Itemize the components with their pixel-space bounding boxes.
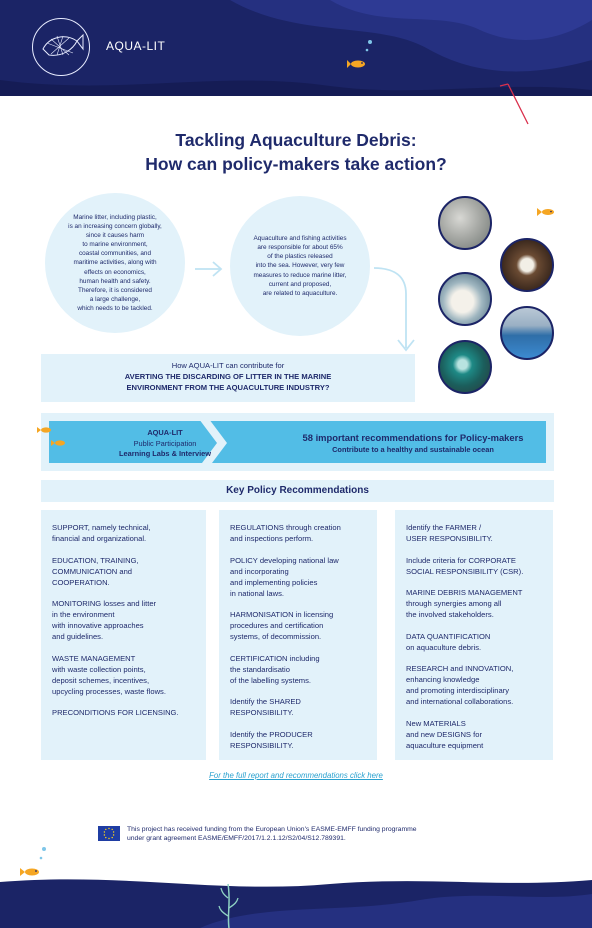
policy-line: Identify the FARMER / bbox=[406, 523, 482, 532]
policy-item bbox=[230, 696, 366, 718]
policy-line: in the environment bbox=[52, 610, 115, 619]
policy-line: and international collaborations. bbox=[406, 697, 514, 706]
bubble-line: are responsible for about 65% bbox=[257, 244, 343, 252]
policy-line: and new DESIGNS for bbox=[406, 729, 482, 739]
brand-name: AQUA-LIT bbox=[106, 39, 166, 53]
policy-column-1 bbox=[41, 510, 206, 760]
policy-line: POLICY developing national law bbox=[230, 555, 339, 565]
participation-title: AQUA-LIT bbox=[147, 428, 183, 437]
bubble-line: Aquaculture and fishing activities bbox=[253, 235, 347, 243]
marine-litter-bubble bbox=[45, 193, 185, 333]
policy-line: and implementing policies bbox=[230, 577, 318, 587]
fish-icon bbox=[346, 38, 378, 72]
fish-icon bbox=[536, 206, 556, 218]
policy-item bbox=[52, 653, 195, 697]
policy-item bbox=[230, 729, 366, 751]
policy-item bbox=[230, 653, 366, 686]
footer-banner bbox=[0, 872, 592, 928]
policy-line: with waste collection points, bbox=[52, 664, 146, 674]
litter-photo-3 bbox=[438, 272, 492, 326]
fish-net-logo-icon bbox=[32, 18, 90, 76]
funding-line: This project has received funding from the European Union's EASME-EMFF funding programme bbox=[127, 826, 417, 833]
page-title: Tackling Aquaculture Debris: bbox=[175, 130, 417, 150]
bubble-line: measures to reduce marine litter, bbox=[253, 271, 347, 279]
policy-line: deposit schemes, incentives, bbox=[52, 675, 150, 685]
recommendations-band bbox=[41, 413, 554, 471]
page-subtitle: How can policy-makers take action? bbox=[145, 154, 447, 174]
policy-line: RESPONSIBILITY. bbox=[230, 708, 294, 717]
curved-arrow-down-icon bbox=[372, 264, 418, 354]
participation-block bbox=[95, 428, 235, 460]
policy-line: aquaculture equipment bbox=[406, 740, 484, 750]
policy-line: REGULATIONS through creation bbox=[230, 523, 341, 532]
contribute-question: How AQUA-LIT can contribute for bbox=[171, 361, 285, 370]
policy-line: enhancing knowledge bbox=[406, 675, 480, 684]
bubble-line: into the sea. However, very few bbox=[255, 262, 345, 270]
policy-line: COOPERATION. bbox=[52, 577, 110, 587]
policy-line: the involved stakeholders. bbox=[406, 610, 494, 619]
policy-item bbox=[52, 522, 195, 544]
bubble-line: human health and safety. bbox=[79, 277, 151, 285]
policy-item bbox=[52, 555, 195, 588]
policy-line: and incorporating bbox=[230, 566, 289, 576]
policy-line: EDUCATION, TRAINING, bbox=[52, 555, 139, 565]
policy-line: COMMUNICATION and bbox=[52, 566, 133, 576]
participation-line: Public Participation bbox=[133, 438, 197, 448]
policy-line: New MATERIALS bbox=[406, 718, 466, 728]
seaweed-icon bbox=[214, 880, 244, 928]
contribute-banner bbox=[41, 354, 415, 402]
policy-item bbox=[406, 555, 542, 577]
contribute-emphasis: ENVIRONMENT FROM THE AQUACULTURE INDUSTRY? bbox=[126, 383, 330, 392]
bubble-line: coastal communities, and bbox=[78, 250, 152, 258]
policy-line: RESEARCH and INNOVATION, bbox=[406, 664, 514, 673]
policy-line: upcycling processes, waste flows. bbox=[52, 686, 166, 696]
participation-line: Learning Labs & Interview bbox=[119, 449, 211, 459]
aquaculture-bubble bbox=[230, 196, 370, 336]
policy-item bbox=[406, 663, 542, 707]
contribute-emphasis: AVERTING THE DISCARDING OF LITTER IN THE MARINE bbox=[124, 372, 332, 381]
policy-line: SOCIAL RESPONSIBILITY (CSR). bbox=[406, 566, 524, 576]
litter-photo-1 bbox=[438, 196, 492, 250]
policy-column-3 bbox=[395, 510, 553, 760]
policy-column-2 bbox=[219, 510, 377, 760]
wave-decoration bbox=[0, 872, 592, 928]
policy-item bbox=[230, 609, 366, 642]
policy-line: MONITORING losses and litter bbox=[52, 599, 157, 608]
policy-item bbox=[406, 631, 542, 653]
policy-line: of the labelling systems. bbox=[230, 675, 312, 685]
bubble-line: a large challenge, bbox=[89, 295, 141, 303]
policy-item bbox=[52, 598, 195, 642]
recommendations-block bbox=[263, 432, 563, 454]
policy-line: SUPPORT, namely technical, bbox=[52, 523, 151, 532]
recommendations-headline: 58 important recommendations for Policy-makers bbox=[302, 432, 524, 443]
policy-line: and promoting interdisciplinary bbox=[406, 686, 509, 695]
policy-line: CERTIFICATION including bbox=[230, 653, 320, 663]
policy-line: and inspections perform. bbox=[230, 534, 314, 543]
full-report-link[interactable]: For the full report and recommendations click here bbox=[209, 771, 383, 780]
funding-statement bbox=[127, 825, 507, 843]
policy-item bbox=[230, 522, 366, 544]
policy-line: systems, of decommission. bbox=[230, 632, 322, 641]
policy-line: WASTE MANAGEMENT bbox=[52, 653, 136, 663]
policy-line: and guidelines. bbox=[52, 632, 104, 641]
bubble-line: is an increasing concern globally, bbox=[68, 223, 162, 231]
eu-flag-icon bbox=[98, 826, 120, 841]
bubble-line: effects on economics, bbox=[84, 268, 146, 276]
arrow-right-icon bbox=[194, 260, 224, 278]
policy-line: PRECONDITIONS FOR LICENSING. bbox=[52, 708, 179, 717]
bubble-line: maritime activities, along with bbox=[73, 259, 157, 267]
funding-line: under grant agreement EASME/EMFF/2017/1.2.1.12/S2/04/S12.789391. bbox=[127, 835, 346, 843]
policy-line: Identify the PRODUCER bbox=[230, 729, 313, 739]
policy-line: with innovative approaches bbox=[52, 621, 144, 630]
policy-line: financial and organizational. bbox=[52, 534, 147, 543]
litter-photo-5 bbox=[438, 340, 492, 394]
bubble-line: are related to aquaculture. bbox=[262, 289, 338, 297]
bubble-line: Marine litter, including plastic, bbox=[73, 213, 157, 221]
bubble-line: Therefore, it is considered bbox=[78, 286, 152, 294]
recommendations-sub: Contribute to a healthy and sustainable ocean bbox=[332, 445, 494, 454]
litter-line-icon bbox=[498, 82, 534, 128]
bubble-line: to marine environment, bbox=[82, 241, 148, 249]
bubble-line: current and proposed, bbox=[268, 280, 332, 288]
policy-line: HARMONISATION in licensing bbox=[230, 610, 334, 619]
policy-line: in national laws. bbox=[230, 588, 285, 598]
key-policy-title: Key Policy Recommendations bbox=[41, 480, 554, 502]
policy-line: procedures and certification bbox=[230, 621, 324, 630]
policy-line: Include criteria for CORPORATE bbox=[406, 555, 516, 565]
policy-line: through synergies among all bbox=[406, 599, 502, 608]
policy-item bbox=[406, 718, 542, 751]
bubble-line: since it causes harm bbox=[85, 232, 145, 240]
litter-photo-2 bbox=[500, 238, 554, 292]
fish-icon bbox=[36, 424, 70, 450]
policy-line: Identify the SHARED bbox=[230, 697, 301, 706]
policy-line: DATA QUANTIFICATION bbox=[406, 631, 491, 641]
policy-item bbox=[52, 707, 195, 718]
litter-photo-4 bbox=[500, 306, 554, 360]
policy-line: the standardisatio bbox=[230, 664, 290, 674]
policy-line: USER RESPONSIBILITY. bbox=[406, 534, 493, 543]
policy-line: RESPONSIBILITY. bbox=[230, 740, 294, 750]
bubble-line: of the plastics released bbox=[267, 253, 333, 261]
bubble-line: which needs to be tackled. bbox=[77, 304, 153, 312]
policy-line: on aquaculture debris. bbox=[406, 642, 482, 652]
policy-item bbox=[230, 555, 366, 599]
policy-item bbox=[406, 587, 542, 620]
policy-item bbox=[406, 522, 542, 544]
policy-line: MARINE DEBRIS MANAGEMENT bbox=[406, 588, 523, 597]
